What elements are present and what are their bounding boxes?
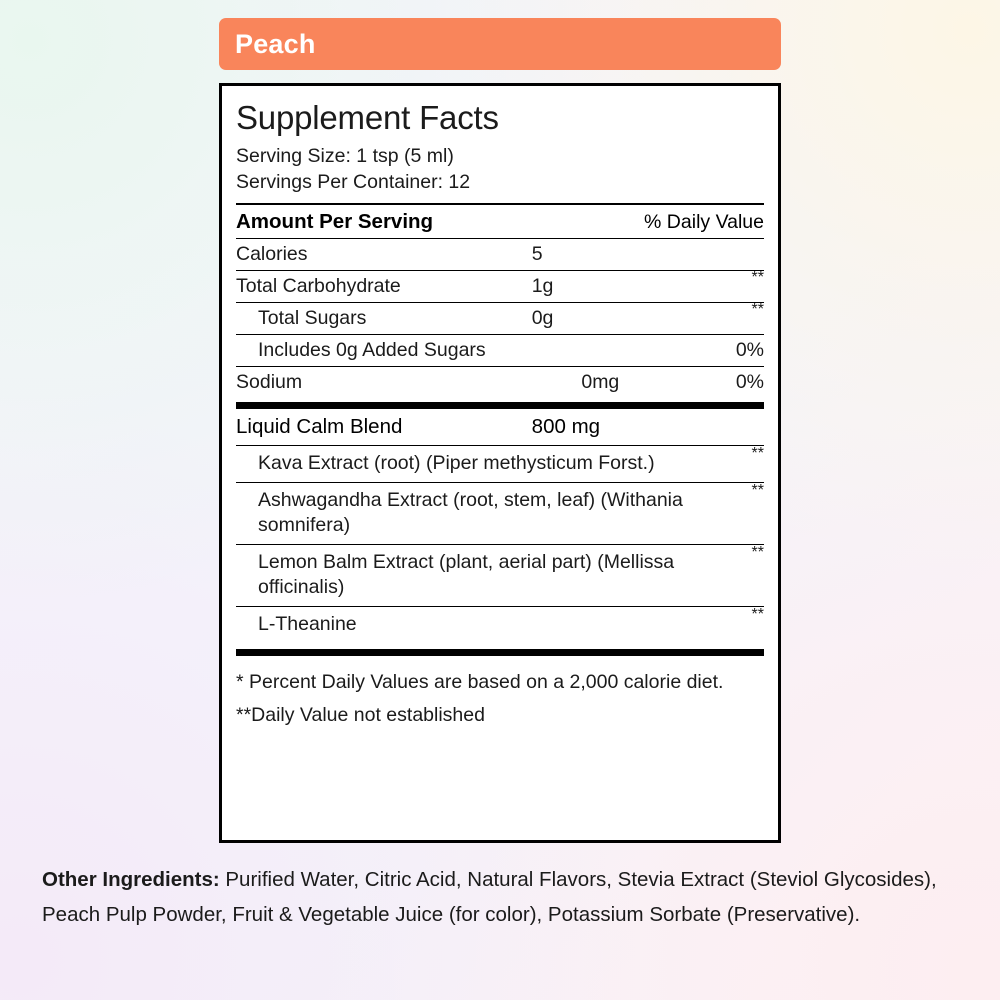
ingredient-dv: **	[751, 544, 764, 561]
ingredient-dv: **	[751, 482, 764, 499]
blend-ingredient-table	[236, 445, 764, 643]
flavor-label: Peach	[235, 28, 316, 59]
ingredient-name: Lemon Balm Extract (plant, aerial part) (Mellissa officinalis)	[258, 551, 675, 598]
supplement-facts-title: Supplement Facts	[236, 99, 499, 136]
other-ingredients-text: Purified Water, Citric Acid, Natural Flavors, Stevia Extract (Steviol Glycosides), Peach Pulp Powder, Fruit & Vegetable Juice (for color), Potassium Sorbate (Preservative).	[42, 868, 937, 926]
ingredient-name: Kava Extract (root) (Piper methysticum Forst.)	[258, 452, 655, 474]
nutrient-amount: 5	[531, 243, 543, 265]
nutrient-amount: 0g	[531, 307, 554, 329]
nutrient-dv: 0%	[735, 339, 764, 361]
ingredient-dv: **	[751, 606, 764, 623]
other-ingredients-heading: Other Ingredients:	[42, 868, 220, 891]
blend-row	[236, 409, 764, 445]
divider-above-footnote	[236, 649, 764, 656]
table-row	[236, 303, 764, 335]
serving-size: Serving Size: 1 tsp (5 ml)	[236, 145, 454, 167]
table-row	[236, 271, 764, 303]
nutrient-name: Includes 0g Added Sugars	[258, 339, 486, 361]
table-row	[236, 239, 764, 271]
blend-name: Liquid Calm Blend	[236, 415, 403, 438]
table-row	[236, 483, 764, 545]
amount-per-serving-label: Amount Per Serving	[236, 210, 434, 233]
footnote: * Percent Daily Values are based on a 2,000 calorie diet. **Daily Value not established	[236, 671, 724, 726]
table-row	[236, 607, 764, 644]
nutrient-dv: **	[751, 301, 764, 318]
table-row	[236, 335, 764, 367]
ingredient-name: L-Theanine	[258, 613, 357, 635]
blend-amount: 800 mg	[531, 415, 601, 438]
ingredient-name: Ashwagandha Extract (root, stem, leaf) (Withania somnifera)	[258, 489, 683, 536]
servings-per-container: Servings Per Container: 12	[236, 171, 471, 193]
nutrient-name: Total Sugars	[258, 307, 367, 329]
divider-above-blend	[236, 402, 764, 409]
nutrient-table	[236, 238, 764, 398]
nutrient-amount: 0mg	[581, 371, 620, 393]
nutrient-amount: 1g	[531, 275, 554, 297]
flavor-banner	[219, 18, 781, 70]
nutrient-dv: **	[751, 269, 764, 286]
nutrient-name: Calories	[236, 243, 308, 265]
other-ingredients	[42, 862, 958, 932]
table-row	[236, 545, 764, 607]
amount-per-serving-row	[236, 205, 764, 238]
table-row	[236, 367, 764, 399]
nutrient-name: Total Carbohydrate	[236, 275, 401, 297]
nutrient-name: Sodium	[236, 371, 303, 393]
supplement-facts-panel	[219, 83, 781, 843]
nutrient-dv: 0%	[735, 371, 764, 393]
ingredient-dv: **	[751, 445, 764, 462]
table-row	[236, 446, 764, 483]
daily-value-label: % Daily Value	[644, 211, 764, 233]
